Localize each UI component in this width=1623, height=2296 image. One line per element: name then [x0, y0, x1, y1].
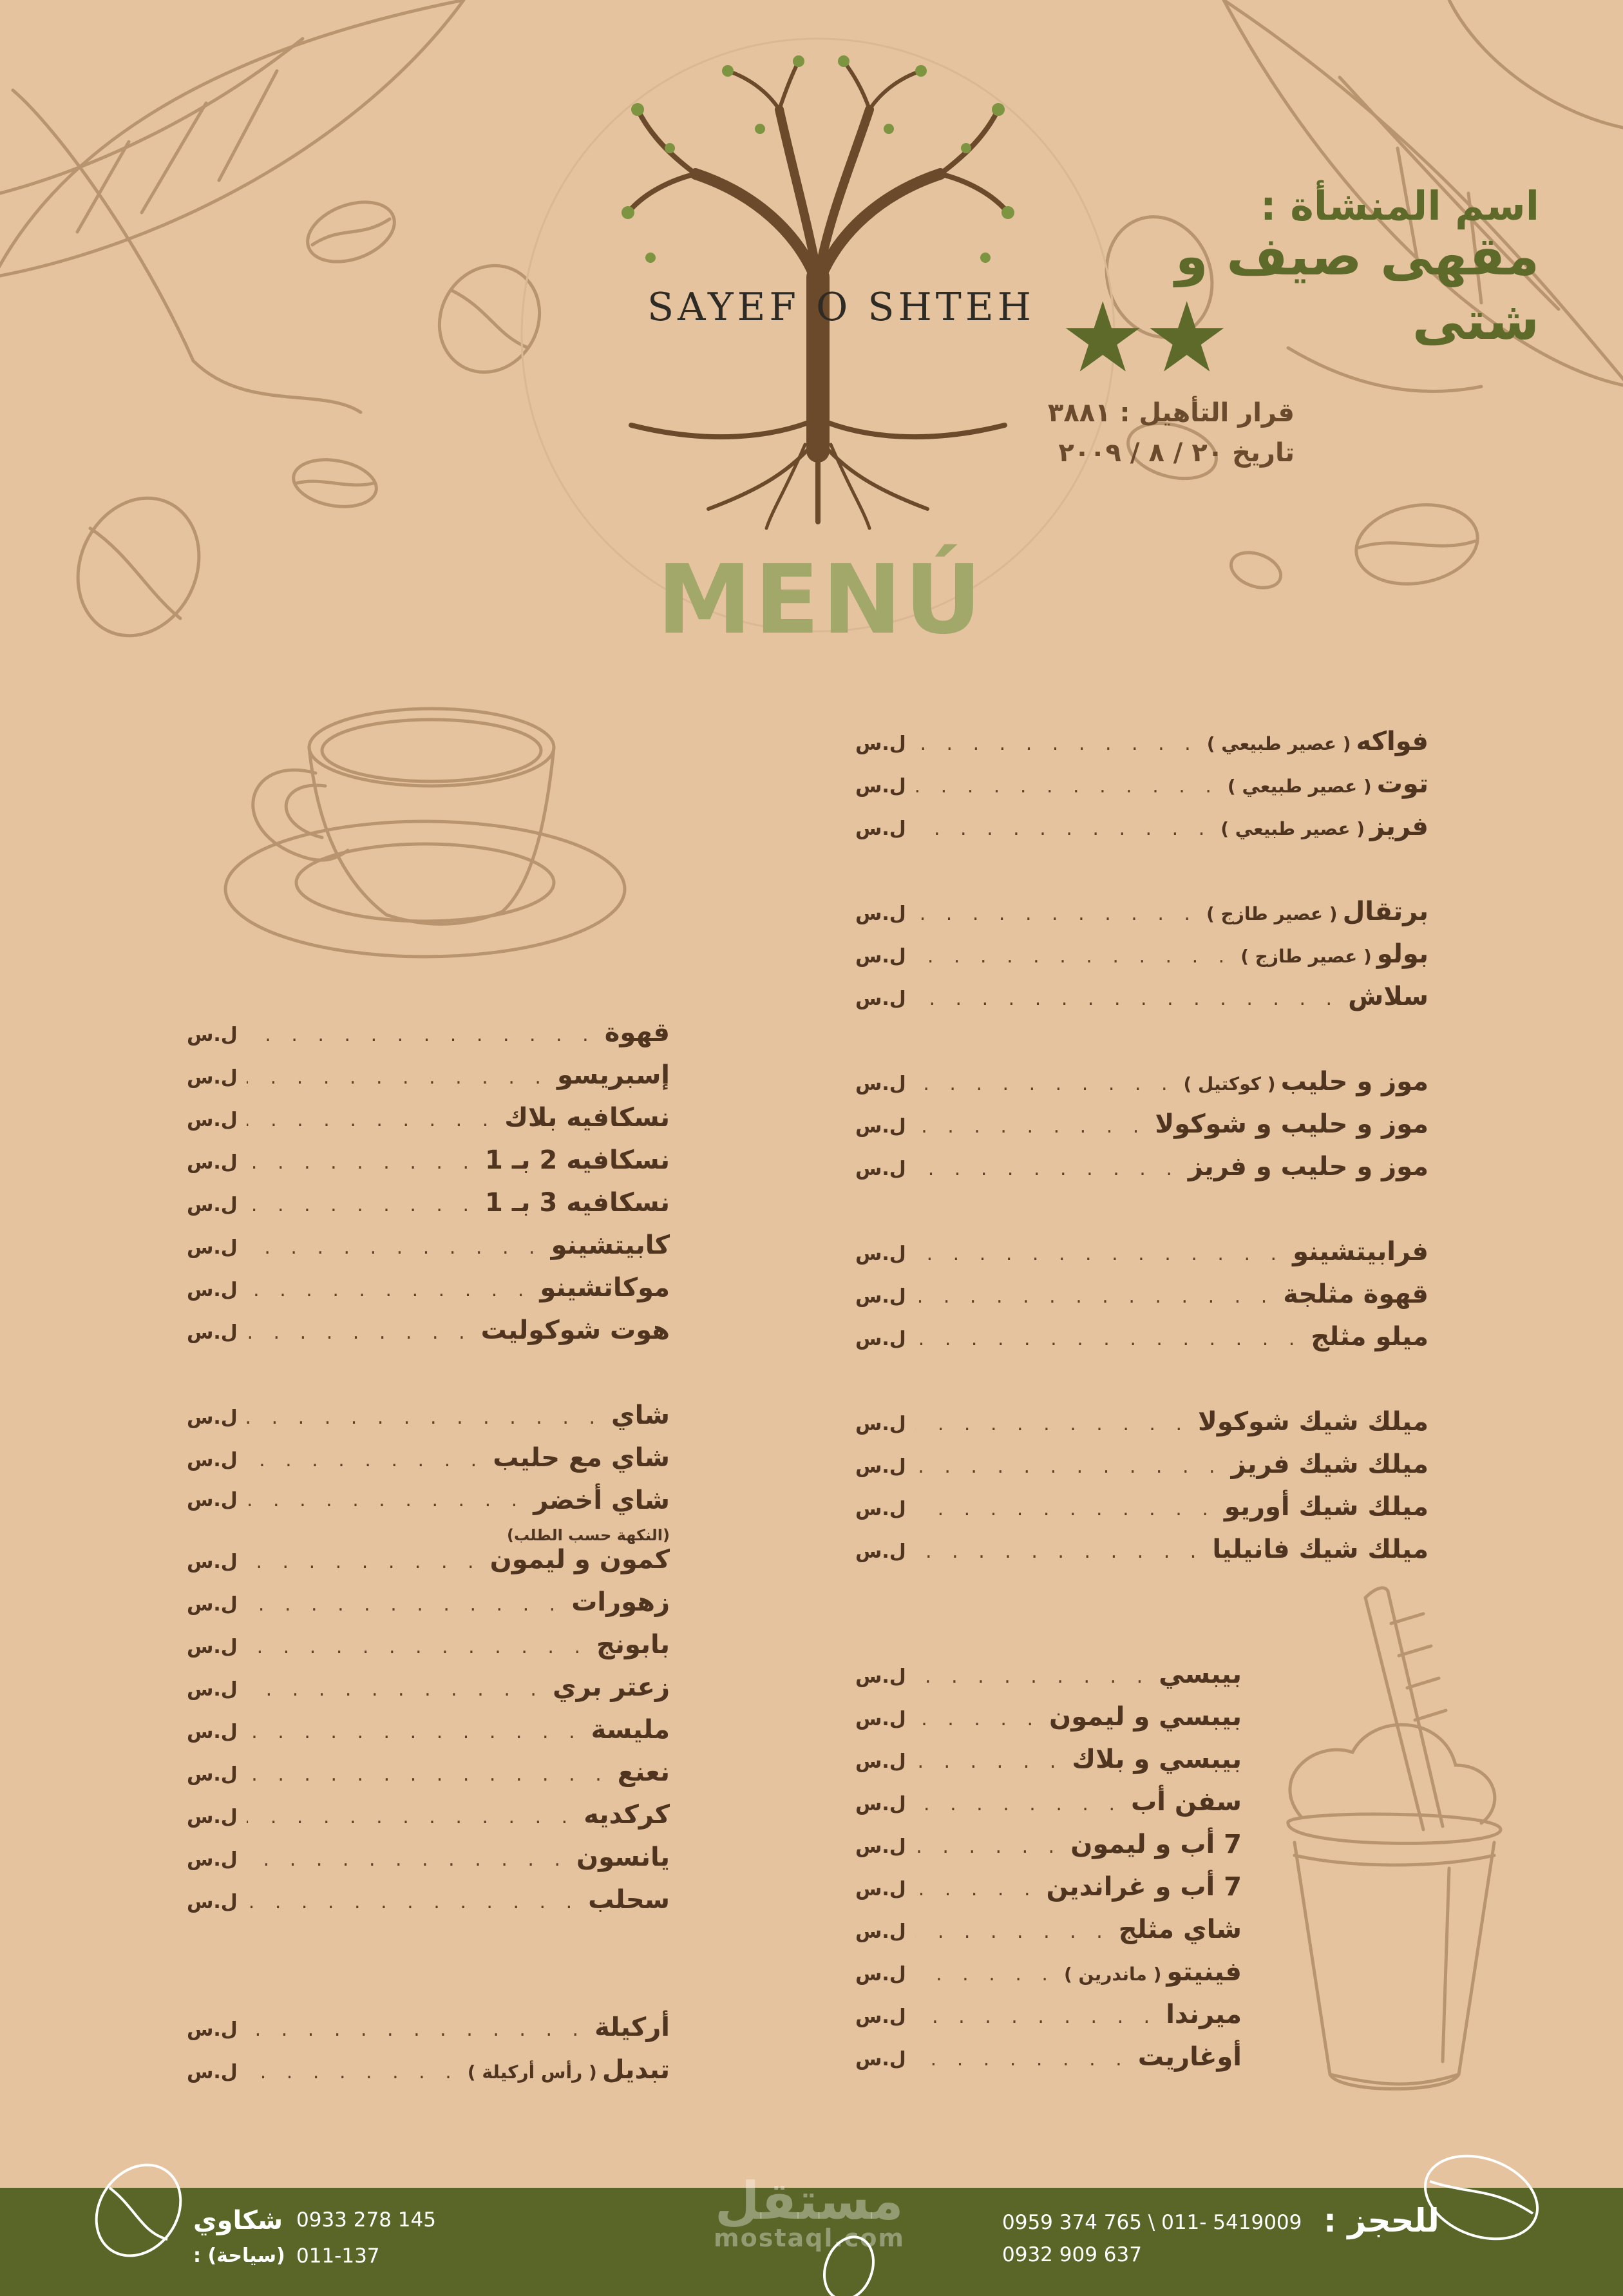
right-menu-column [855, 720, 1428, 1571]
menu-item: 7 أب و غراندين . . . ل.س [855, 1866, 1242, 1908]
menu-item: مليسة . . . ل.س [187, 1708, 670, 1751]
menu-item: بيبسي و ليمون . . . ل.س [855, 1696, 1242, 1738]
menu-item: تبديل ( رأس أركيلة ) . . . ل.س [187, 2049, 670, 2091]
establishment-name: مقهى صيف و شتى [1175, 226, 1539, 352]
menu-item: 7 أب و ليمون . . . ل.س [855, 1823, 1242, 1866]
menu-item: ميلو مثلج . . . ل.س [855, 1315, 1428, 1358]
menu-item: قهوة . . . ل.س [187, 1011, 670, 1054]
menu-group-soft-drinks [855, 1653, 1242, 2078]
menu-item: ميلك شيك فريز . . . ل.س [855, 1443, 1428, 1486]
menu-item: بولو ( عصير طازج ) . . . ل.س [855, 933, 1428, 975]
menu-group-fresh-juice [855, 890, 1428, 1018]
menu-item: أركيلة . . . ل.س [187, 2006, 670, 2049]
menu-item: سلاش . . . ل.س [855, 975, 1428, 1018]
qualification-block [1048, 393, 1295, 473]
menu-item: كابيتشينو . . . ل.س [187, 1224, 670, 1267]
menu-item: شاي مع حليب . . . ل.س [187, 1437, 670, 1479]
menu-item: قهوة مثلجة . . . ل.س [855, 1273, 1428, 1315]
menu-item: فريز ( عصير طبيعي ) . . . ل.س [855, 805, 1428, 848]
menu-item: بيبسي . . . ل.س [855, 1653, 1242, 1696]
menu-item: ميلك شيك شوكولا . . . ل.س [855, 1401, 1428, 1443]
menu-item: أوغاريت . . . ل.س [855, 2036, 1242, 2078]
establishment-label: اسم المنشأة : [1260, 182, 1539, 229]
watermark-url: mostaql.com [714, 2224, 906, 2252]
menu-item: فينيتو ( ماندرين ) . . . ل.س [855, 1951, 1242, 1993]
complaints-label: شكاوي [193, 2206, 283, 2235]
menu-item: كركديه . . . ل.س [187, 1794, 670, 1836]
watermark-logo: مستقل [715, 2171, 904, 2231]
menu-item: ميلك شيك أوريو . . . ل.س [855, 1486, 1428, 1528]
menu-group-tea [187, 1394, 670, 1921]
menu-item: نسكافيه 2 بـ 1 . . . ل.س [187, 1139, 670, 1181]
brand-name: SAYEF O SHTEH [647, 285, 1035, 330]
complaints-phone: 0933 278 145 [296, 2208, 436, 2232]
menu-item: سفن أب . . . ل.س [855, 1781, 1242, 1823]
menu-group-cocktail [855, 1060, 1428, 1188]
menu-item: إسبريسو . . . ل.س [187, 1054, 670, 1096]
menu-item: نعنع . . . ل.س [187, 1751, 670, 1794]
iced-drink-sketch [1288, 1588, 1501, 2089]
menu-item: كمون و ليمون . . . ل.س [187, 1538, 670, 1581]
left-menu-column [187, 1011, 670, 2091]
menu-group-iced [855, 1230, 1428, 1358]
menu-item: ميرندا . . . ل.س [855, 1993, 1242, 2036]
group-spacer [187, 1352, 670, 1394]
rating-stars: ★★ [1059, 282, 1228, 394]
menu-item: سحلب . . . ل.س [187, 1879, 670, 1921]
menu-item: نسكافيه بلاك . . . ل.س [187, 1096, 670, 1139]
menu-item: ميلك شيك فانيليا . . . ل.س [855, 1528, 1428, 1571]
menu-item: يانسون . . . ل.س [187, 1836, 670, 1879]
menu-item: زعتر بري . . . ل.س [187, 1666, 670, 1708]
group-spacer [855, 1188, 1428, 1230]
menu-item: شاي . . . ل.س [187, 1394, 670, 1437]
tourism-label: (سياحة) : [193, 2244, 285, 2267]
menu-item: شاي أخضر . . . ل.س (النكهة حسب الطلب) [187, 1479, 670, 1538]
menu-item: موز و حليب و شوكولا . . . ل.س [855, 1103, 1428, 1145]
group-spacer [187, 1921, 670, 2006]
qualification-date: تاريخ ٢٠ / ٨ / ٢٠٠٩ [1058, 438, 1295, 468]
menu-item-note: (النكهة حسب الطلب) [507, 1526, 670, 1544]
group-spacer [855, 1358, 1428, 1401]
booking-phone-2: 0932 909 637 [1002, 2243, 1142, 2266]
menu-item: توت ( عصير طبيعي ) . . . ل.س [855, 763, 1428, 805]
group-spacer [855, 1018, 1428, 1060]
soft-drinks-column [855, 1653, 1242, 2078]
booking-phone-1: 0959 374 765 \ 011- 5419009 [1002, 2211, 1302, 2234]
tourism-phone: 011-137 [296, 2244, 380, 2268]
menu-item: موز و حليب ( كوكتيل ) . . . ل.س [855, 1060, 1428, 1103]
menu-item: هوت شوكوليت . . . ل.س [187, 1309, 670, 1352]
menu-item: زهورات . . . ل.س [187, 1581, 670, 1623]
menu-item: نسكافيه 3 بـ 1 . . . ل.س [187, 1181, 670, 1224]
menu-item: بابونج . . . ل.س [187, 1623, 670, 1666]
menu-group-natural-juice [855, 720, 1428, 848]
leaf-sketch-top-left [0, 0, 464, 412]
group-spacer [855, 848, 1428, 890]
menu-group-argileh [187, 2006, 670, 2091]
menu-title: MENÚ [657, 544, 985, 655]
menu-item: موكاتشينو . . . ل.س [187, 1267, 670, 1309]
menu-item: فرابيتشينو . . . ل.س [855, 1230, 1428, 1273]
menu-group-milkshake [855, 1401, 1428, 1571]
coffee-cup-sketch [225, 709, 625, 957]
menu-item: بيبسي و بلاك . . . ل.س [855, 1738, 1242, 1781]
qualification-number: قرار التأهيل : ٣٨٨١ [1047, 398, 1295, 428]
menu-item: فواكه ( عصير طبيعي ) . . . ل.س [855, 720, 1428, 763]
menu-group-hot-drinks [187, 1011, 670, 1352]
menu-item: موز و حليب و فريز . . . ل.س [855, 1145, 1428, 1188]
booking-label: للحجز : [1324, 2202, 1439, 2239]
menu-item: شاي مثلج . . . ل.س [855, 1908, 1242, 1951]
menu-item: برتقال ( عصير طازج ) . . . ل.س [855, 890, 1428, 933]
